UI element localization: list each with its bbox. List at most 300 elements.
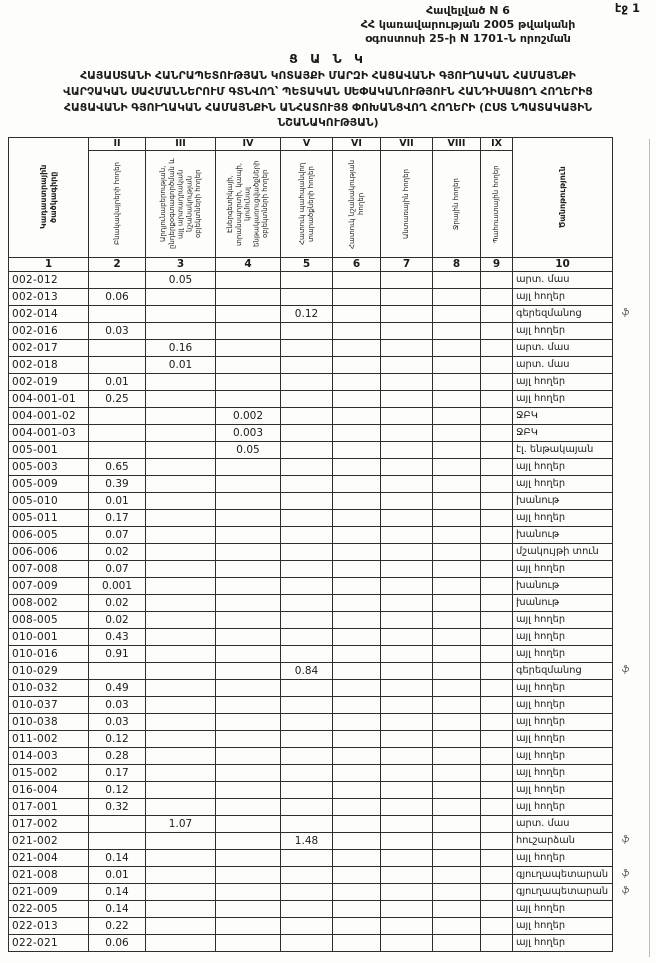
handwritten-margin-mark	[613, 441, 653, 458]
area-value-cell	[281, 883, 333, 900]
note-cell: արտ. մաս	[513, 271, 613, 288]
cadastral-code-cell: 010-037	[9, 696, 89, 713]
area-value-cell	[146, 764, 216, 781]
area-value-cell	[433, 560, 481, 577]
area-value-cell	[481, 764, 513, 781]
cadastral-code-cell: 006-006	[9, 543, 89, 560]
area-value-cell	[281, 679, 333, 696]
cadastral-code-cell: 004-001-01	[9, 390, 89, 407]
area-value-cell	[381, 730, 433, 747]
area-value-cell	[216, 509, 281, 526]
area-value-cell	[333, 390, 381, 407]
area-value-cell	[433, 441, 481, 458]
column-number-2: 2	[89, 257, 146, 271]
area-value-cell	[146, 577, 216, 594]
handwritten-margin-mark	[613, 356, 653, 373]
handwritten-margin-mark	[613, 611, 653, 628]
area-value-cell	[433, 713, 481, 730]
cadastral-code-cell: 021-008	[9, 866, 89, 883]
area-value-cell	[481, 781, 513, 798]
area-value-cell: 0.12	[89, 781, 146, 798]
area-value-cell	[146, 543, 216, 560]
area-value-cell	[381, 917, 433, 934]
area-value-cell	[481, 917, 513, 934]
area-value-cell	[216, 662, 281, 679]
title-line-1: ՀԱՅԱՍՏԱՆԻ ՀԱՆՐԱՊԵՏՈՒԹՅԱՆ ԿՈՏԱՅՔԻ ՄԱՐԶԻ ՀԱՑԱՎԱՆԻ ԳՅՈՒՂԱԿԱՆ ՀԱՄԱՅՆՔԻ	[80, 69, 576, 83]
area-value-cell	[481, 577, 513, 594]
table-row	[9, 407, 653, 424]
note-cell: այլ հողեր	[513, 900, 613, 917]
note-cell: հուշարձան	[513, 832, 613, 849]
handwritten-margin-mark	[613, 934, 653, 951]
handwritten-margin-mark	[613, 713, 653, 730]
area-value-cell	[281, 849, 333, 866]
area-value-cell	[216, 730, 281, 747]
area-value-cell	[146, 866, 216, 883]
area-value-cell	[146, 849, 216, 866]
area-value-cell: 0.25	[89, 390, 146, 407]
cadastral-code-cell: 002-016	[9, 322, 89, 339]
cadastral-code-cell: 007-008	[9, 560, 89, 577]
cadastral-code-cell: 021-002	[9, 832, 89, 849]
area-value-cell	[381, 934, 433, 951]
area-value-cell	[481, 594, 513, 611]
area-value-cell	[381, 492, 433, 509]
handwritten-margin-mark: ֆ	[622, 886, 630, 897]
area-value-cell: 0.02	[89, 594, 146, 611]
cadastral-code-cell: 002-013	[9, 288, 89, 305]
area-value-cell: 0.03	[89, 322, 146, 339]
table-row	[9, 526, 653, 543]
area-value-cell	[381, 781, 433, 798]
area-value-cell	[216, 883, 281, 900]
area-value-cell: 0.22	[89, 917, 146, 934]
area-value-cell	[433, 288, 481, 305]
area-value-cell	[146, 781, 216, 798]
area-value-cell: 0.01	[146, 356, 216, 373]
handwritten-margin-mark	[613, 458, 653, 475]
government-line-1: ՀՀ կառավարության 2005 թվականի	[360, 17, 576, 31]
area-value-cell	[333, 713, 381, 730]
area-value-cell	[333, 764, 381, 781]
area-value-cell	[216, 356, 281, 373]
note-cell: այլ հողեր	[513, 679, 613, 696]
area-value-cell	[216, 390, 281, 407]
table-row	[9, 696, 653, 713]
area-value-cell	[281, 424, 333, 441]
table-row	[9, 560, 653, 577]
area-value-cell	[381, 849, 433, 866]
note-cell: այլ հողեր	[513, 390, 613, 407]
area-value-cell	[146, 373, 216, 390]
area-value-cell	[381, 441, 433, 458]
col-header-reserve-lands: Պահուստային հողեր	[481, 150, 513, 257]
area-value-cell	[481, 305, 513, 322]
area-value-cell	[216, 815, 281, 832]
note-cell: արտ. մաս	[513, 815, 613, 832]
area-value-cell	[281, 441, 333, 458]
scan-edge-artifact	[649, 139, 650, 957]
area-value-cell	[216, 832, 281, 849]
area-value-cell	[381, 526, 433, 543]
area-value-cell	[146, 713, 216, 730]
area-value-cell	[381, 696, 433, 713]
document-title	[0, 68, 656, 131]
area-value-cell	[281, 543, 333, 560]
note-cell: գյուղապետարան	[513, 883, 613, 900]
column-number-3: 3	[146, 257, 216, 271]
area-value-cell: 0.84	[281, 662, 333, 679]
note-cell: այլ հողեր	[513, 713, 613, 730]
cadastral-code-cell: 004-001-03	[9, 424, 89, 441]
area-value-cell	[146, 679, 216, 696]
note-cell: խանութ	[513, 577, 613, 594]
area-value-cell	[433, 526, 481, 543]
area-value-cell	[281, 781, 333, 798]
area-value-cell	[433, 509, 481, 526]
area-value-cell	[381, 288, 433, 305]
area-value-cell: 0.14	[89, 849, 146, 866]
cadastral-code-cell: 016-004	[9, 781, 89, 798]
area-value-cell	[433, 339, 481, 356]
cadastral-code-cell: 022-005	[9, 900, 89, 917]
area-value-cell	[89, 662, 146, 679]
area-value-cell	[281, 373, 333, 390]
table-row	[9, 883, 653, 900]
table-row	[9, 832, 653, 849]
area-value-cell	[481, 509, 513, 526]
note-cell: արտ. մաս	[513, 356, 613, 373]
area-value-cell	[146, 390, 216, 407]
area-value-cell	[481, 628, 513, 645]
area-value-cell	[333, 560, 381, 577]
handwritten-margin-mark	[613, 322, 653, 339]
area-value-cell	[146, 305, 216, 322]
table-row	[9, 645, 653, 662]
cadastral-code-cell: 002-014	[9, 305, 89, 322]
area-value-cell	[146, 747, 216, 764]
government-line-2: օգոստոսի 25-ի N 1701-Ն որոշման	[365, 31, 571, 45]
area-value-cell	[333, 832, 381, 849]
area-value-cell	[146, 645, 216, 662]
area-value-cell	[146, 662, 216, 679]
table-row	[9, 900, 653, 917]
cadastral-code-cell: 010-029	[9, 662, 89, 679]
area-value-cell	[216, 492, 281, 509]
cadastral-code-cell: 005-001	[9, 441, 89, 458]
cadastral-code-cell: 022-021	[9, 934, 89, 951]
area-value-cell	[281, 288, 333, 305]
column-number-7: 7	[381, 257, 433, 271]
area-value-cell	[481, 866, 513, 883]
area-value-cell	[433, 390, 481, 407]
table-row	[9, 322, 653, 339]
table-row	[9, 934, 653, 951]
area-value-cell	[433, 815, 481, 832]
area-value-cell	[433, 594, 481, 611]
area-value-cell	[333, 305, 381, 322]
area-value-cell: 0.16	[146, 339, 216, 356]
note-cell: այլ հողեր	[513, 560, 613, 577]
area-value-cell	[89, 832, 146, 849]
area-value-cell	[333, 458, 381, 475]
area-value-cell	[89, 271, 146, 288]
area-value-cell	[333, 271, 381, 288]
area-value-cell	[333, 475, 381, 492]
column-number-4: 4	[216, 257, 281, 271]
area-value-cell	[216, 849, 281, 866]
area-value-cell	[433, 543, 481, 560]
area-value-cell	[333, 866, 381, 883]
area-value-cell	[333, 900, 381, 917]
cadastral-code-cell: 005-011	[9, 509, 89, 526]
handwritten-margin-mark	[613, 288, 653, 305]
area-value-cell: 0.01	[89, 866, 146, 883]
table-row	[9, 747, 653, 764]
title-line-4: ՆՇԱՆԱԿՈՒԹՅԱՆ)	[277, 116, 379, 130]
cadastral-code-cell: 005-010	[9, 492, 89, 509]
cadastral-code-cell: 017-001	[9, 798, 89, 815]
table-row	[9, 764, 653, 781]
area-value-cell	[89, 356, 146, 373]
handwritten-margin-mark	[613, 917, 653, 934]
handwritten-margin-mark	[613, 764, 653, 781]
area-value-cell	[281, 747, 333, 764]
cadastral-code-cell: 011-002	[9, 730, 89, 747]
table-row	[9, 917, 653, 934]
area-value-cell	[481, 458, 513, 475]
area-value-cell	[381, 883, 433, 900]
area-value-cell	[433, 407, 481, 424]
area-value-cell	[216, 900, 281, 917]
area-value-cell	[381, 747, 433, 764]
roman-numeral-row	[9, 137, 653, 150]
area-value-cell	[216, 339, 281, 356]
area-value-cell	[281, 509, 333, 526]
area-value-cell	[216, 305, 281, 322]
area-value-cell	[333, 645, 381, 662]
handwritten-margin-mark	[613, 424, 653, 441]
area-value-cell	[146, 883, 216, 900]
column-number-9: 9	[481, 257, 513, 271]
area-value-cell: 0.02	[89, 543, 146, 560]
area-value-cell	[146, 934, 216, 951]
area-value-cell	[481, 900, 513, 917]
area-value-cell	[216, 696, 281, 713]
note-cell: գերեզմանոց	[513, 662, 613, 679]
margin-column	[613, 137, 653, 271]
table-row	[9, 866, 653, 883]
area-value-cell	[216, 373, 281, 390]
area-value-cell	[146, 475, 216, 492]
area-value-cell	[381, 832, 433, 849]
area-value-cell	[333, 611, 381, 628]
area-value-cell	[281, 917, 333, 934]
area-value-cell	[481, 424, 513, 441]
area-value-cell	[146, 560, 216, 577]
area-value-cell	[216, 713, 281, 730]
area-value-cell	[381, 390, 433, 407]
table-row	[9, 594, 653, 611]
area-value-cell	[381, 560, 433, 577]
table-row	[9, 373, 653, 390]
note-cell: այլ հողեր	[513, 458, 613, 475]
handwritten-margin-mark	[613, 560, 653, 577]
area-value-cell: 0.39	[89, 475, 146, 492]
note-cell: այլ հողեր	[513, 764, 613, 781]
area-value-cell	[481, 713, 513, 730]
cadastral-code-cell: 015-002	[9, 764, 89, 781]
title-line-2: ՎԱՐՉԱԿԱՆ ՍԱՀՄԱՆՆԵՐՈՒՄ ԳՏՆՎՈՂ՝ ՊԵՏԱԿԱՆ ՍԵՓԱԿԱՆՈՒԹՅՈՒՆ ՀԱՆԴԻՍԱՑՈՂ ՀՈՂԵՐԻՑ	[63, 84, 593, 98]
area-value-cell	[481, 526, 513, 543]
area-value-cell: 0.17	[89, 764, 146, 781]
area-value-cell	[333, 441, 381, 458]
area-value-cell	[481, 390, 513, 407]
area-value-cell	[216, 798, 281, 815]
area-value-cell: 0.06	[89, 934, 146, 951]
area-value-cell	[216, 645, 281, 662]
column-number-6: 6	[333, 257, 381, 271]
area-value-cell: 0.14	[89, 900, 146, 917]
area-value-cell: 0.07	[89, 560, 146, 577]
area-value-cell: 0.05	[216, 441, 281, 458]
cadastral-code-cell: 008-005	[9, 611, 89, 628]
table-row	[9, 271, 653, 288]
table-row	[9, 509, 653, 526]
area-value-cell	[433, 628, 481, 645]
area-value-cell	[333, 526, 381, 543]
area-value-cell	[281, 492, 333, 509]
area-value-cell	[146, 492, 216, 509]
area-value-cell	[281, 390, 333, 407]
area-value-cell	[481, 798, 513, 815]
table-row	[9, 492, 653, 509]
handwritten-margin-mark	[613, 526, 653, 543]
table-row	[9, 543, 653, 560]
cadastral-code-cell: 002-019	[9, 373, 89, 390]
cadastral-code-cell: 010-038	[9, 713, 89, 730]
area-value-cell	[333, 679, 381, 696]
area-value-cell	[333, 373, 381, 390]
area-value-cell	[481, 288, 513, 305]
area-value-cell	[281, 322, 333, 339]
area-value-cell	[433, 662, 481, 679]
note-cell: այլ հողեր	[513, 288, 613, 305]
area-value-cell: 0.01	[89, 492, 146, 509]
note-cell: այլ հողեր	[513, 934, 613, 951]
area-value-cell	[281, 866, 333, 883]
area-value-cell	[333, 407, 381, 424]
area-value-cell	[216, 679, 281, 696]
handwritten-margin-mark	[613, 781, 653, 798]
area-value-cell	[481, 662, 513, 679]
area-value-cell	[89, 407, 146, 424]
handwritten-margin-mark	[613, 747, 653, 764]
area-value-cell	[481, 645, 513, 662]
area-value-cell	[333, 696, 381, 713]
area-value-cell	[381, 798, 433, 815]
area-value-cell: 0.01	[89, 373, 146, 390]
area-value-cell	[216, 560, 281, 577]
col-header-forest-lands: Անտառային հողեր	[381, 150, 433, 257]
cadastral-code-cell: 010-001	[9, 628, 89, 645]
area-value-cell	[333, 747, 381, 764]
area-value-cell	[216, 764, 281, 781]
handwritten-margin-mark	[613, 543, 653, 560]
area-value-cell	[281, 815, 333, 832]
table-body	[9, 271, 653, 951]
area-value-cell	[433, 832, 481, 849]
area-value-cell	[89, 424, 146, 441]
area-value-cell: 0.002	[216, 407, 281, 424]
page-number: էջ 1	[614, 1, 640, 15]
area-value-cell	[481, 373, 513, 390]
area-value-cell	[481, 475, 513, 492]
table-row	[9, 288, 653, 305]
cadastral-code-cell: 006-005	[9, 526, 89, 543]
area-value-cell	[146, 917, 216, 934]
area-value-cell	[146, 458, 216, 475]
area-value-cell	[381, 356, 433, 373]
col-header-energy-transport-lands: Էներգետիկայի, տրանսպորտի, կապի, կոմունալ ենթակառուցվածքների օբյեկտների հողեր	[216, 150, 281, 257]
area-value-cell	[433, 883, 481, 900]
note-cell: էլ. ենթակայան	[513, 441, 613, 458]
area-value-cell	[216, 866, 281, 883]
area-value-cell	[433, 373, 481, 390]
table-row	[9, 356, 653, 373]
area-value-cell	[146, 611, 216, 628]
area-value-cell	[381, 407, 433, 424]
note-cell: ՋԲԿ	[513, 407, 613, 424]
area-value-cell	[333, 849, 381, 866]
area-value-cell	[381, 866, 433, 883]
note-cell: գյուղապետարան	[513, 866, 613, 883]
cadastral-code-cell: 002-012	[9, 271, 89, 288]
area-value-cell	[333, 883, 381, 900]
note-cell: այլ հողեր	[513, 628, 613, 645]
table-row	[9, 815, 653, 832]
area-value-cell	[433, 356, 481, 373]
area-value-cell: 0.001	[89, 577, 146, 594]
note-cell: այլ հողեր	[513, 475, 613, 492]
cadastral-code-cell: 022-013	[9, 917, 89, 934]
area-value-cell	[281, 271, 333, 288]
table-row	[9, 679, 653, 696]
area-value-cell	[481, 883, 513, 900]
table-row	[9, 611, 653, 628]
note-cell: խանութ	[513, 492, 613, 509]
col-header-note: Ծանոթություն	[513, 137, 613, 257]
area-value-cell	[146, 900, 216, 917]
col-header-water-lands: Ջրային հողեր	[433, 150, 481, 257]
area-value-cell	[433, 322, 481, 339]
handwritten-margin-mark	[613, 594, 653, 611]
note-cell: այլ հողեր	[513, 849, 613, 866]
roman-numeral-VIII: VIII	[433, 137, 481, 150]
area-value-cell	[433, 934, 481, 951]
cadastral-code-cell: 007-009	[9, 577, 89, 594]
handwritten-margin-mark	[613, 390, 653, 407]
area-value-cell	[481, 271, 513, 288]
area-value-cell	[381, 815, 433, 832]
area-value-cell	[433, 492, 481, 509]
area-value-cell	[216, 628, 281, 645]
area-value-cell	[146, 509, 216, 526]
area-value-cell	[481, 322, 513, 339]
area-value-cell	[281, 458, 333, 475]
area-value-cell: 0.06	[89, 288, 146, 305]
area-value-cell: 0.49	[89, 679, 146, 696]
